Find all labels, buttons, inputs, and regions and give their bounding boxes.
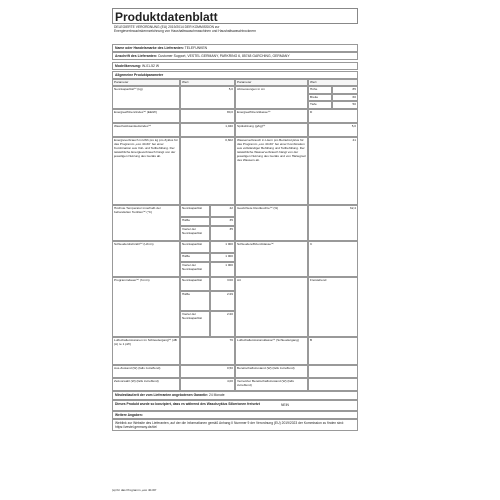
param-label: Vernetzter Bereitschaftszustand (W) (falls zutreffend) [235, 378, 308, 391]
load-value: 1 000 [210, 253, 235, 262]
silver-ion-label: Dieses Produkt wurde so konzipiert, dass es während des Waschzyklus Silberionen freisetzt [115, 402, 260, 406]
further-info-row: Weitere Angaben: [112, 411, 358, 419]
load-label: Nennkapazität [180, 241, 210, 253]
param-label: Schleuderdrehzahl⁽ᵃ⁾ (U/min) [112, 241, 180, 277]
load-label: Hälfte [180, 253, 210, 262]
dimension-label: Tiefe [308, 101, 332, 109]
general-parameters-header: Allgemeine Produktparameter [112, 71, 358, 79]
load-label: Viertel der Nennkapazität [180, 311, 210, 337]
load-value: 1 000 [210, 241, 235, 253]
param-label: Energieverbrauch in kWh pro kg pro Zyklus für das Programm „eco 40-60“ bei einer Kombination aus Voll- und Teilbefüllung. Der tatsächliche Energieverbrauch hängt von der jeweiligen Nutzung des Geräts ab. [112, 137, 180, 205]
dimension-value: 60 [332, 94, 358, 101]
load-value: 2:29 [210, 291, 235, 311]
legal-line: DELEGIERTE VERORDNUNG (EU) 2019/2014 DER KOMMISSION zur [114, 25, 220, 29]
address-label: Anschrift des Lieferanten: [115, 54, 158, 58]
param-value: 62,4 [308, 205, 358, 241]
brand-label: Name oder Handelsmarke des Lieferanten: [115, 46, 184, 50]
param-value: 80,0 [180, 109, 235, 123]
load-value: 1 000 [210, 262, 235, 277]
param-label: Wasserverbrauch in Litern pro Betriebszyklus für das Programm „eco 40-60“ bei einer Kombination aus vollständiger Befüllung und Teilbefüllung. Der tatsächliche Wasserverbrauch hängt von der jeweiligen Nutzung des Geräts und von Härtegrad des Wassers ab. [235, 137, 308, 205]
param-label: Schleudereffizienzklasse⁽ᵃ⁾ [235, 241, 308, 277]
load-label: Nennkapazität [180, 277, 210, 291]
footnote: (a) für das Programm „eco 40-60“ [112, 488, 157, 492]
param-label: Energieeffizienzindex⁽ᵃ⁾ (EEIW) [112, 109, 180, 123]
column-header: Wert [308, 79, 358, 86]
param-label: Bereitschaftszustand (W) (falls zutreffend) [235, 365, 308, 378]
param-value: 1,040 [180, 123, 235, 137]
param-label: Luftschallemissionsklasse⁽ᵃ⁾ (Schleudergang) [235, 337, 308, 365]
dimension-value: 50 [332, 101, 358, 109]
load-value: 42 [210, 205, 235, 217]
param-label: Höchste Temperatur innerhalb der behandelten Textilien⁽ᵃ⁾ (°C) [112, 205, 180, 241]
legal-reference [112, 24, 360, 44]
load-value: 3:00 [210, 277, 235, 291]
product-datasheet [112, 8, 360, 492]
load-value: 2:20 [210, 311, 235, 337]
param-value: D [308, 109, 358, 123]
param-label: Gewichtete Restfeuchte⁽ᵃ⁾ (%) [235, 205, 308, 241]
warranty-value: 24 Monate [208, 393, 225, 397]
weblink-text[interactable]: Weblink zur Website des Lieferanten, auf der die Informationen gemäß Anhang II Nummer 9 der Verordnung (EU) 2019/2023 der Kommission zu finden sind: https://vestel.germany.de/de/ [115, 421, 344, 430]
column-header: Parameter [112, 79, 180, 86]
load-label: Viertel der Nennkapazität [180, 226, 210, 241]
param-label: Energieeffizienzklasse⁽ᵃ⁾ [235, 109, 308, 123]
param-value: 5,0 [308, 123, 358, 137]
param-label: Waschwirksamkeitsindex⁽ᵃ⁾ [112, 123, 180, 137]
dimension-value: 85 [332, 86, 358, 94]
param-label: Spülwirkung (g/kg)⁽ᵃ⁾ [235, 123, 308, 137]
address-value: Customer Support, VESTEL GERMANY, PARKRING 6, 85748 GARCHING, GERMANY [157, 54, 290, 58]
param-value: C [308, 241, 358, 277]
column-header: Wert [180, 79, 235, 86]
param-value: 76 [180, 337, 235, 365]
brand-row [112, 44, 358, 52]
column-header: Parameter [235, 79, 308, 86]
brand-value: TELEFUNKEN [184, 46, 208, 50]
model-value: W-01-52 W [141, 64, 160, 68]
param-label: Nennkapazität⁽ᵃ⁾ (kg) [112, 86, 180, 109]
parameter-table [112, 79, 358, 420]
param-label: Aus-Zustand (W) (falls zutreffend) [112, 365, 180, 378]
param-label: Luftschallemissionen im Schleudergang⁽ᵃ⁾ (dB (A) re 1 pW) [112, 337, 180, 365]
load-label: Viertel der Nennkapazität [180, 262, 210, 277]
dimension-label: Höhe [308, 86, 332, 94]
param-value: 4,00 [180, 378, 235, 391]
page-title: Produktdatenblatt [112, 8, 358, 24]
param-label: Art [235, 277, 308, 337]
load-value: 35 [210, 217, 235, 226]
param-value: 41 [308, 137, 358, 205]
address-row [112, 52, 358, 60]
load-value: 35 [210, 226, 235, 241]
param-value: B [308, 337, 358, 365]
param-value [308, 378, 358, 391]
legal-line: Energieverbrauchskennzeichnung von Haushaltswaschmaschinen und Haushaltswaschtrocknern [114, 29, 257, 34]
model-label: Modellkennung: [115, 64, 141, 68]
param-value: 0,50 [180, 365, 235, 378]
silver-ion-value: NEIN [281, 403, 289, 407]
weblink-row [112, 419, 358, 431]
param-value [308, 365, 358, 378]
param-label: Programmdauer⁽ᵃ⁾ (h:min) [112, 277, 180, 337]
load-label: Hälfte [180, 217, 210, 226]
warranty-label: Mindestlaufzeit der vom Lieferanten angebotenen Garantie: [115, 393, 209, 397]
model-row [112, 62, 358, 70]
param-label: Zeitvorwahl (W) (falls zutreffend) [112, 378, 180, 391]
silver-ion-row [112, 400, 358, 411]
param-value: Freistehend [308, 277, 358, 337]
warranty-row [112, 391, 358, 400]
dimension-label: Breite [308, 94, 332, 101]
param-label: Abmessungen in cm [235, 86, 308, 109]
load-label: Nennkapazität [180, 205, 210, 217]
param-value: 5,0 [180, 86, 235, 109]
param-value: 0,602 [180, 137, 235, 205]
load-label: Hälfte [180, 291, 210, 311]
